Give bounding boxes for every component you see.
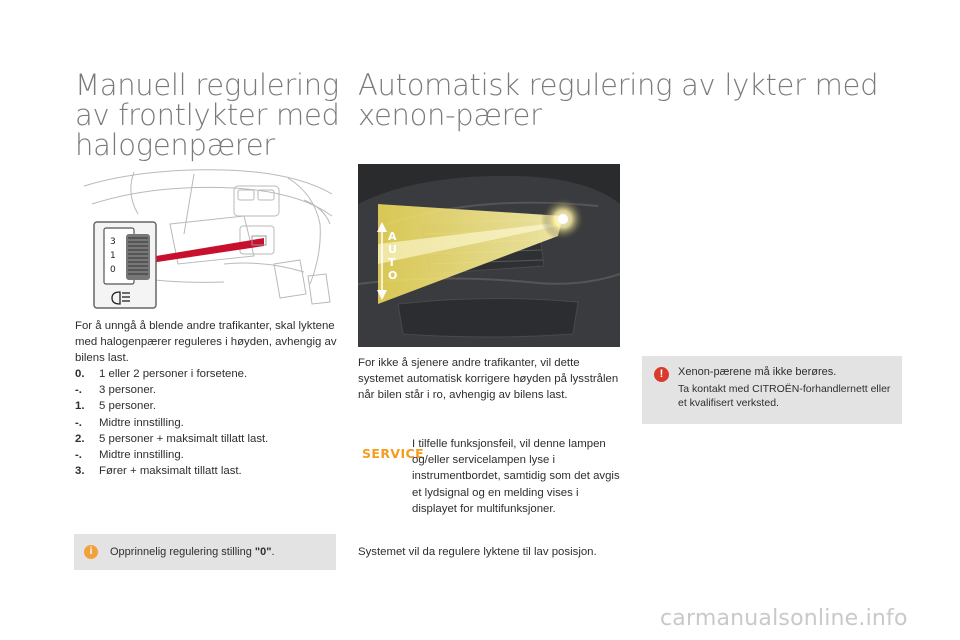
warning-icon: ! — [654, 367, 669, 382]
list-item: -. Midtre innstilling. — [75, 449, 184, 462]
list-item: -. Midtre innstilling. — [75, 416, 184, 429]
closing-text: Systemet vil da regulere lyktene til lav posisjon. — [358, 546, 597, 558]
section-title-automatic: Automatisk regulering av lykter med xenon-pærer — [358, 68, 879, 132]
intro-manual: For å unngå å blende andre trafikanter, skal lyktene med halogenpærer reguleres i høyden, avhengig av bilens last. — [75, 320, 337, 365]
info-icon: i — [84, 545, 98, 559]
headlamp-adjuster-illustration — [74, 164, 336, 310]
watermark: carmanualsonline.info — [660, 606, 908, 631]
xenon-warning-box — [642, 356, 902, 424]
load-position-list — [75, 366, 337, 479]
service-malfunction-text: I tilfelle funksjonsfeil, vil denne lampen og/eller servicelampen lyse i instrumentbordet, samtidig som det avgis et lydsignal og en melding vises i displayet for multifunksjoner. — [412, 438, 620, 515]
list-item: 0. 1 eller 2 personer i forsetene. — [75, 368, 248, 380]
service-warning-lamp-label: SERVICE — [362, 446, 425, 461]
intro-automatic: For ikke å sjenere andre trafikanter, vil dette systemet automatisk korrigere høyden på lysstrålen når bilen står i ro, avhengig av bilens last. — [358, 357, 619, 402]
svg-text:0: 0 — [110, 265, 116, 275]
list-item: 1. 5 personer. — [75, 400, 156, 413]
list-item: 2. 5 personer + maksimalt tillatt last. — [75, 432, 269, 445]
svg-text:3: 3 — [110, 237, 116, 247]
list-item: -. 3 personer. — [75, 384, 156, 397]
warning-line-2: Ta kontakt med CITROËN-forhandlernett eller et kvalifisert verksted. — [678, 383, 891, 409]
xenon-headlamp-illustration — [358, 164, 620, 347]
svg-text:1: 1 — [110, 251, 116, 261]
warning-line-1: Xenon-pærene må ikke berøres. — [678, 366, 837, 378]
adjustment-knob-panel — [94, 222, 156, 308]
list-item: 3. Fører + maksimalt tillatt last. — [75, 465, 242, 478]
auto-label-text: AUTO — [388, 230, 398, 282]
initial-setting-note: i Opprinnelig regulering stilling "0". — [74, 534, 336, 570]
section-title-manual: Manuell regulering av frontlykter med halogenpærer — [75, 68, 340, 162]
